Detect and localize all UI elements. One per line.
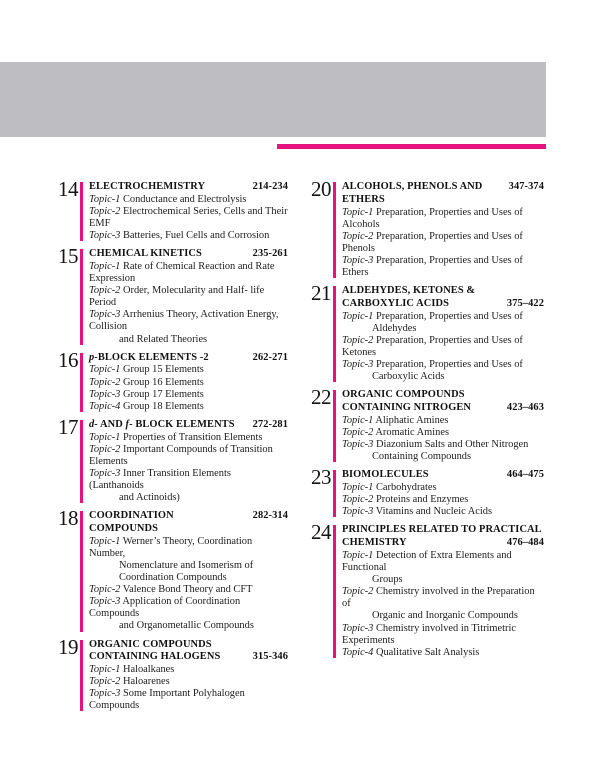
topic-text: Group 15 Elements	[122, 364, 204, 376]
topic-text: Order, Molecularity and Half- life Period	[89, 285, 265, 309]
topic-label: Topic-1	[89, 535, 121, 547]
chapter-page-range: 235-261	[252, 248, 288, 260]
topic-line	[89, 285, 288, 309]
topic-continuation-line: Containing Compounds	[372, 451, 472, 463]
chapter-body	[89, 419, 288, 504]
topic-text: Properties of Transition Elements	[122, 431, 263, 443]
chapter-body	[342, 285, 544, 383]
chapter-number: 23	[311, 465, 331, 490]
chapter-title: CHEMICAL KINETICS	[89, 248, 202, 260]
chapter-title-line	[89, 352, 288, 365]
chapter-title: ELECTROCHEMISTRY	[89, 181, 206, 192]
topic-continuation-line: and Actinoids)	[119, 492, 180, 504]
chapter-title-line	[89, 248, 288, 261]
chapter-entry	[58, 634, 288, 713]
topic-text: Conductance and Electrolysis	[122, 193, 247, 205]
topic-line	[342, 231, 544, 255]
topic-line	[342, 311, 544, 323]
topic-label: Topic-2	[342, 586, 374, 598]
topic-line	[342, 482, 544, 494]
topic-text: Aromatic Amines	[375, 427, 449, 438]
chapter-accent-bar	[80, 249, 83, 344]
topic-line	[89, 389, 288, 401]
topic-line	[342, 427, 544, 439]
topic-continuation-line: Carboxylic Acids	[372, 371, 445, 383]
chapter-accent-bar	[333, 390, 336, 462]
chapter-title-line	[342, 402, 544, 415]
chapter-page-range: 282-314	[252, 510, 288, 522]
topic-label: Topic-3	[89, 688, 121, 700]
topic-label: Topic-3	[342, 439, 374, 451]
topic-line	[342, 494, 544, 506]
chapter-title-line	[342, 524, 544, 537]
chapter-body	[89, 248, 288, 345]
topic-line	[89, 664, 288, 676]
chapter-page-range: 262-271	[252, 351, 288, 363]
chapter-title: CONTAINING NITROGEN	[342, 402, 472, 414]
chapter-title-segment: -BLOCK ELEMENTS -2	[94, 351, 209, 363]
topic-continuation-line: and Related Theories	[119, 333, 208, 345]
topic-continuation-line: Groups	[372, 574, 403, 586]
chapter-number: 24	[311, 520, 331, 545]
chapter-page-range: 272-281	[252, 418, 288, 430]
chapter-title-line	[342, 285, 544, 298]
chapter-accent-bar	[333, 182, 336, 278]
topic-text: Preparation, Properties and Uses of	[375, 359, 523, 371]
topic-label: Topic-1	[342, 310, 374, 322]
chapter-page-range: 476–484	[506, 537, 544, 549]
topic-line	[342, 550, 544, 574]
chapter-accent-bar	[80, 353, 83, 412]
toc-column-left	[58, 177, 288, 718]
topic-line	[342, 335, 544, 359]
topic-line	[342, 207, 544, 231]
topic-text: Detection of Extra Elements and Functional	[342, 549, 512, 574]
chapter-title-segment: p	[89, 351, 95, 363]
chapter-title-segment: d	[89, 418, 95, 430]
topic-label: Topic-2	[342, 230, 374, 242]
chapter-entry	[311, 177, 544, 279]
topic-line	[342, 647, 544, 659]
chapter-entry	[58, 347, 288, 413]
topic-label: Topic-1	[89, 193, 121, 205]
topic-text: Chemistry involved in Titrimetric Experiments	[342, 622, 516, 646]
topic-text: Preparation, Properties and Uses of Phenols	[342, 230, 523, 254]
chapter-accent-bar	[333, 286, 336, 382]
topic-label: Topic-3	[89, 309, 121, 321]
topic-line	[342, 506, 544, 518]
topic-line	[89, 401, 288, 413]
topic-label: Topic-3	[342, 506, 374, 518]
topic-line	[89, 596, 288, 620]
topic-text: Chemistry involved in the Preparation of	[342, 586, 535, 610]
chapter-body	[89, 181, 288, 242]
chapter-accent-bar	[333, 525, 336, 657]
chapter-entry	[311, 281, 544, 383]
chapter-number: 19	[58, 634, 78, 659]
topic-text: Preparation, Properties and Uses of	[375, 310, 523, 322]
chapter-body	[342, 181, 544, 279]
chapter-number: 22	[311, 385, 331, 410]
topic-line	[89, 377, 288, 389]
chapter-title-line	[89, 639, 288, 652]
chapter-title-line	[342, 389, 544, 402]
chapter-body	[342, 524, 544, 658]
chapter-title: BIOMOLECULES	[342, 469, 429, 481]
chapter-entry	[58, 244, 288, 345]
topic-text: Important Compounds of Transition Elements	[89, 443, 273, 467]
topic-line	[89, 432, 288, 444]
topic-label: Topic-3	[89, 388, 121, 400]
chapter-number: 21	[311, 281, 331, 306]
topic-label: Topic-1	[89, 260, 121, 272]
topic-continuation-line: and Organometallic Compounds	[119, 620, 254, 632]
chapter-accent-bar	[80, 420, 83, 503]
topic-line	[342, 255, 544, 279]
topic-continuation-line: Coordination Compounds	[119, 572, 227, 584]
topic-text: Werner’s Theory, Coordination Number,	[89, 535, 253, 559]
topic-label: Topic-3	[342, 622, 374, 634]
topic-continuation-line: Aldehydes	[372, 322, 417, 334]
chapter-number: 14	[58, 177, 78, 201]
chapter-title-segment: - AND	[94, 418, 126, 430]
topic-text: Electrochemical Series, Cells and Their EMF	[89, 205, 288, 229]
topic-label: Topic-2	[89, 285, 121, 297]
chapter-page-range: 464–475	[506, 469, 544, 481]
topic-text: Rate of Chemical Reaction and Rate Expression	[89, 260, 275, 285]
topic-label: Topic-3	[89, 230, 121, 242]
topic-text: Qualitative Salt Analysis	[375, 646, 480, 658]
chapter-body	[342, 469, 544, 518]
chapter-body	[89, 639, 288, 713]
topic-text: Valence Bond Theory and CFT	[122, 584, 253, 596]
topic-text: Some Important Polyhalogen Compounds	[89, 688, 245, 712]
topic-text: Diazonium Salts and Other Nitrogen	[375, 439, 529, 451]
table-of-contents	[58, 177, 544, 718]
chapter-accent-bar	[80, 182, 83, 241]
chapter-title: PRINCIPLES RELATED TO PRACTICAL	[342, 524, 542, 536]
topic-text: Group 16 Elements	[122, 376, 204, 388]
topic-text: Preparation, Properties and Uses of Alcohols	[342, 206, 523, 230]
topic-text: Inner Transition Elements (Lanthanoids	[89, 467, 231, 491]
chapter-number: 15	[58, 244, 78, 269]
chapter-page-range: 315-346	[252, 651, 288, 663]
chapter-body	[89, 352, 288, 413]
topic-text: Group 18 Elements	[122, 400, 204, 412]
chapter-number: 20	[311, 177, 331, 201]
topic-text: Group 17 Elements	[122, 388, 204, 400]
chapter-title: ALCOHOLS, PHENOLS AND ETHERS	[342, 181, 483, 205]
chapter-title: ORGANIC COMPOUNDS	[342, 389, 465, 401]
topic-line	[89, 468, 288, 492]
chapter-body	[342, 389, 544, 463]
topic-line	[89, 261, 288, 285]
topic-label: Topic-2	[342, 494, 374, 506]
topic-line	[342, 586, 544, 610]
topic-label: Topic-2	[342, 334, 374, 346]
chapter-title-line	[89, 510, 288, 536]
topic-text: Preparation, Properties and Uses of Ethers	[342, 254, 523, 279]
chapter-title: COORDINATION COMPOUNDS	[89, 510, 174, 534]
chapter-entry	[58, 414, 288, 504]
topic-text: Aliphatic Amines	[375, 414, 449, 426]
chapter-title-line	[342, 298, 544, 311]
toc-column-right	[311, 177, 544, 718]
chapter-title-line	[89, 651, 288, 664]
chapter-title-segment: - BLOCK ELEMENTS	[129, 418, 235, 430]
topic-line	[89, 688, 288, 712]
chapter-title-line	[342, 469, 544, 482]
chapter-number: 17	[58, 414, 78, 439]
topic-label: Topic-4	[342, 646, 374, 658]
topic-line	[89, 194, 288, 206]
topic-label: Topic-2	[342, 427, 374, 438]
topic-label: Topic-1	[342, 206, 374, 218]
chapter-entry	[311, 385, 544, 463]
topic-text: Application of Coordination Compounds	[89, 596, 241, 620]
chapter-accent-bar	[80, 511, 83, 631]
topic-line	[89, 676, 288, 688]
topic-line	[89, 206, 288, 230]
topic-line	[89, 444, 288, 468]
chapter-title	[89, 352, 209, 365]
topic-text: Arrhenius Theory, Activation Energy, Collision	[89, 309, 279, 333]
topic-label: Topic-2	[89, 376, 121, 388]
chapter-page-range: 423–463	[506, 402, 544, 414]
chapter-accent-bar	[80, 640, 83, 712]
topic-text: Carbohydrates	[375, 482, 437, 494]
chapter-title: CHEMISTRY	[342, 537, 407, 549]
topic-label: Topic-2	[89, 676, 121, 688]
topic-line	[89, 584, 288, 596]
chapter-entry	[58, 506, 288, 632]
chapter-entry	[311, 520, 544, 658]
accent-rule	[277, 144, 546, 149]
chapter-title: CONTAINING HALOGENS	[89, 651, 221, 663]
topic-label: Topic-2	[89, 205, 121, 217]
topic-line	[342, 415, 544, 427]
topic-text: Haloarenes	[122, 676, 170, 688]
chapter-title-line	[342, 537, 544, 550]
chapter-title-line	[89, 419, 288, 432]
chapter-page-range: 214-234	[252, 181, 288, 192]
chapter-title-line	[342, 181, 544, 207]
topic-text: Proteins and Enzymes	[375, 494, 469, 506]
topic-line	[342, 623, 544, 647]
topic-label: Topic-1	[89, 664, 121, 676]
chapter-page-range: 347-374	[508, 181, 544, 192]
topic-label: Topic-1	[89, 431, 121, 443]
topic-label: Topic-1	[342, 414, 374, 426]
topic-label: Topic-3	[342, 254, 374, 266]
topic-label: Topic-3	[342, 359, 374, 371]
chapter-title-line	[89, 181, 288, 194]
chapter-page-range: 375–422	[506, 297, 544, 309]
topic-text: Haloalkanes	[122, 664, 175, 676]
topic-line	[342, 359, 544, 371]
topic-label: Topic-3	[89, 596, 121, 608]
chapter-title-segment: f	[125, 418, 130, 430]
topic-continuation-line: Organic and Inorganic Compounds	[372, 610, 518, 622]
topic-line	[89, 230, 288, 242]
chapter-body	[89, 510, 288, 632]
topic-label: Topic-1	[342, 549, 374, 561]
chapter-number: 18	[58, 506, 78, 531]
topic-label: Topic-4	[89, 400, 121, 412]
topic-line	[89, 309, 288, 333]
topic-line	[89, 536, 288, 560]
topic-label: Topic-2	[89, 584, 121, 596]
chapter-title	[89, 419, 235, 432]
topic-continuation-line: Nomenclature and Isomerism of	[119, 559, 254, 571]
topic-text: Preparation, Properties and Uses of Ketones	[342, 334, 523, 359]
chapter-entry	[58, 177, 288, 242]
chapter-accent-bar	[333, 470, 336, 517]
topic-label: Topic-1	[342, 482, 374, 494]
chapter-entry	[311, 465, 544, 518]
chapter-title: ORGANIC COMPOUNDS	[89, 638, 212, 650]
chapter-number: 16	[58, 347, 78, 372]
topic-label: Topic-2	[89, 443, 121, 455]
topic-text: Batteries, Fuel Cells and Corrosion	[122, 230, 270, 242]
topic-label: Topic-1	[89, 364, 121, 376]
chapter-title: CARBOXYLIC ACIDS	[342, 297, 449, 309]
chapter-title: ALDEHYDES, KETONES &	[342, 285, 476, 297]
header-banner	[0, 62, 546, 137]
topic-text: Vitamins and Nucleic Acids	[375, 506, 493, 518]
topic-line	[89, 364, 288, 376]
topic-label: Topic-3	[89, 467, 121, 479]
topic-line	[342, 439, 544, 451]
